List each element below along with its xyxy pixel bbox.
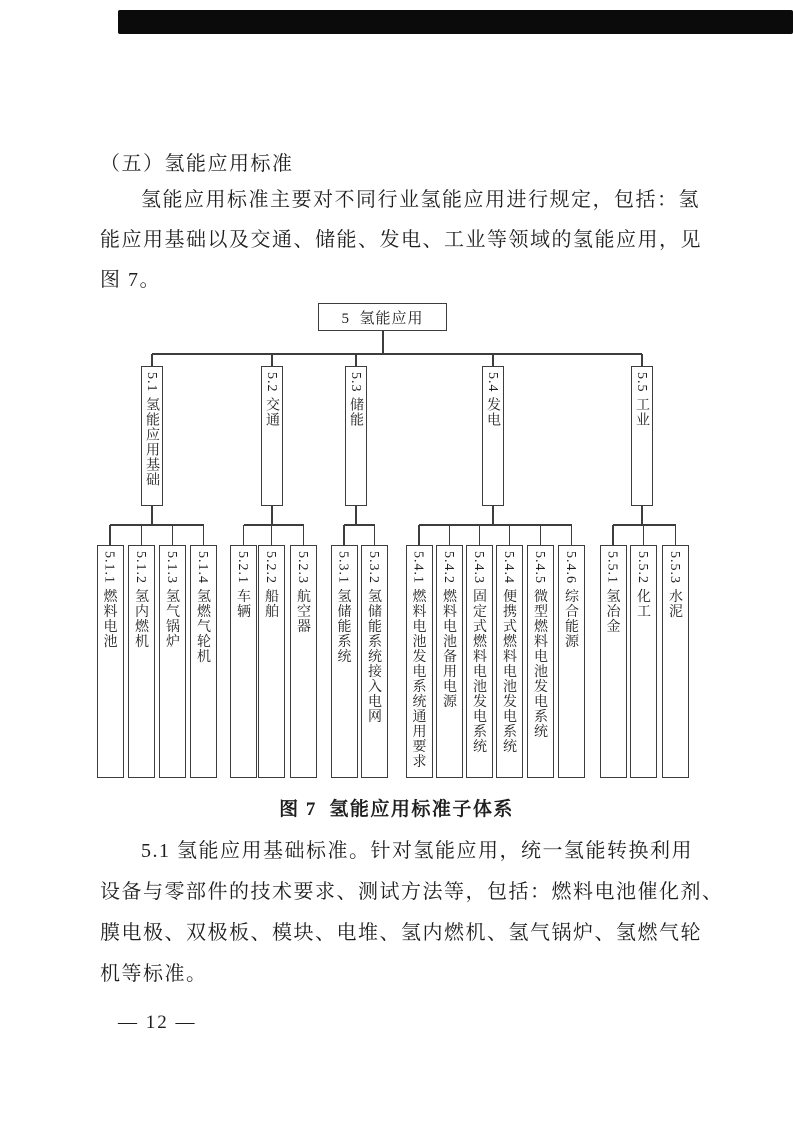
leaf-drop-connector <box>141 525 143 545</box>
diagram-leaf-node <box>190 545 217 778</box>
leaf-drop-connector <box>418 525 420 545</box>
leaf-drop-connector <box>612 525 614 545</box>
group-stem-connector <box>492 506 494 525</box>
diagram-leaf-node <box>406 545 433 778</box>
level1-rail <box>152 353 642 355</box>
diagram-leaf-label: 5.3.1 氢储能系统 <box>335 551 351 664</box>
leaf-drop-connector <box>243 525 245 545</box>
group-drop-connector <box>355 354 357 366</box>
diagram-group-node <box>482 366 504 506</box>
diagram-leaf-node <box>527 545 554 778</box>
diagram-group-node <box>141 366 163 506</box>
leaf-drop-connector <box>509 525 511 545</box>
figure-caption: 图 7 氢能应用标准子体系 <box>279 799 514 820</box>
text-line: 机等标准。 <box>100 963 208 985</box>
group-rail <box>344 524 375 526</box>
diagram-group-label: 5.1 氢能应用基础 <box>144 372 159 487</box>
group-rail <box>110 524 204 526</box>
diagram-leaf-label: 5.4.2 燃料电池备用电源 <box>441 551 456 709</box>
section-heading: （五）氢能应用标准 <box>100 153 294 175</box>
diagram-group-node <box>345 366 367 506</box>
diagram-leaf-label: 5.3.2 氢储能系统接入电网 <box>366 551 381 724</box>
diagram-root-node <box>318 303 447 331</box>
leaf-drop-connector <box>675 525 677 545</box>
group-stem-connector <box>355 506 357 525</box>
leaf-drop-connector <box>271 525 273 545</box>
leaf-drop-connector <box>203 525 205 545</box>
standards-tree-diagram <box>0 300 793 786</box>
diagram-leaf-label: 5.2.3 航空器 <box>295 551 310 634</box>
diagram-leaf-label: 5.1.4 氢燃气轮机 <box>195 551 210 664</box>
diagram-leaf-label: 5.5.2 化工 <box>635 551 650 619</box>
diagram-leaf-node <box>600 545 627 778</box>
diagram-group-label: 5.3 储能 <box>348 372 363 427</box>
leaf-drop-connector <box>479 525 481 545</box>
diagram-leaf-label: 5.1.3 氢气锅炉 <box>164 551 179 649</box>
group-rail <box>244 524 304 526</box>
text-line: 氢能应用标准主要对不同行业氢能应用进行规定，包括：氢 <box>141 189 700 211</box>
diagram-leaf-node <box>630 545 657 778</box>
group-rail <box>419 524 572 526</box>
root-connector <box>382 331 384 354</box>
diagram-group-node <box>261 366 283 506</box>
diagram-leaf-label: 5.5.3 水泥 <box>667 551 682 619</box>
diagram-leaf-label: 5.4.5 微型燃料电池发电系统 <box>532 551 547 739</box>
detail-paragraph <box>100 831 724 995</box>
diagram-root-label: 5 氢能应用 <box>341 310 424 327</box>
intro-paragraph <box>100 180 718 300</box>
text-line: 能应用基础以及交通、储能、发电、工业等领域的氢能应用，见 <box>100 229 702 251</box>
diagram-group-label: 5.2 交通 <box>264 372 279 427</box>
diagram-leaf-node <box>230 545 257 778</box>
leaf-drop-connector <box>449 525 451 545</box>
diagram-leaf-label: 5.4.4 便携式燃料电池发电系统 <box>501 551 516 754</box>
leaf-drop-connector <box>343 525 345 545</box>
diagram-leaf-node <box>558 545 585 778</box>
group-drop-connector <box>151 354 153 366</box>
diagram-leaf-label: 5.4.6 综合能源 <box>563 551 578 649</box>
text-line: 设备与零部件的技术要求、测试方法等，包括：燃料电池催化剂、 <box>100 881 724 903</box>
diagram-leaf-label: 5.4.1 燃料电池发电系统通用要求 <box>410 551 426 769</box>
diagram-group-node <box>631 366 653 506</box>
group-stem-connector <box>271 506 273 525</box>
page-number: — 12 — <box>118 1012 197 1033</box>
group-drop-connector <box>641 354 643 366</box>
diagram-leaf-label: 5.2.2 船舶 <box>263 551 278 619</box>
diagram-group-label: 5.5 工业 <box>634 372 649 427</box>
leaf-drop-connector <box>374 525 376 545</box>
leaf-drop-connector <box>109 525 111 545</box>
diagram-leaf-node <box>290 545 317 778</box>
diagram-leaf-label: 5.2.1 车辆 <box>235 551 250 619</box>
text-line: 膜电极、双极板、模块、电堆、氢内燃机、氢气锅炉、氢燃气轮 <box>100 922 702 944</box>
diagram-leaf-node <box>128 545 155 778</box>
group-stem-connector <box>151 506 153 525</box>
diagram-leaf-node <box>258 545 285 778</box>
text-line: 5.1 氢能应用基础标准。针对氢能应用，统一氢能转换利用 <box>141 840 693 862</box>
leaf-drop-connector <box>172 525 174 545</box>
diagram-leaf-label: 5.1.1 燃料电池 <box>101 551 117 649</box>
diagram-group-label: 5.4 发电 <box>485 372 500 427</box>
group-rail <box>613 524 676 526</box>
leaf-drop-connector <box>303 525 305 545</box>
leaf-drop-connector <box>571 525 573 545</box>
diagram-leaf-node <box>466 545 493 778</box>
diagram-leaf-node <box>496 545 523 778</box>
diagram-leaf-node <box>361 545 388 778</box>
diagram-leaf-node <box>331 545 358 778</box>
group-drop-connector <box>271 354 273 366</box>
diagram-leaf-node <box>97 545 124 778</box>
diagram-leaf-label: 5.1.2 氢内燃机 <box>133 551 148 649</box>
diagram-leaf-node <box>159 545 186 778</box>
diagram-leaf-label: 5.4.3 固定式燃料电池发电系统 <box>471 551 486 754</box>
group-stem-connector <box>641 506 643 525</box>
leaf-drop-connector <box>643 525 645 545</box>
diagram-leaf-node <box>436 545 463 778</box>
leaf-drop-connector <box>540 525 542 545</box>
text-line: 图 7。 <box>100 269 161 291</box>
scan-artifact-bar <box>118 10 793 34</box>
diagram-leaf-label: 5.5.1 氢冶金 <box>604 551 620 634</box>
group-drop-connector <box>492 354 494 366</box>
diagram-leaf-node <box>662 545 689 778</box>
